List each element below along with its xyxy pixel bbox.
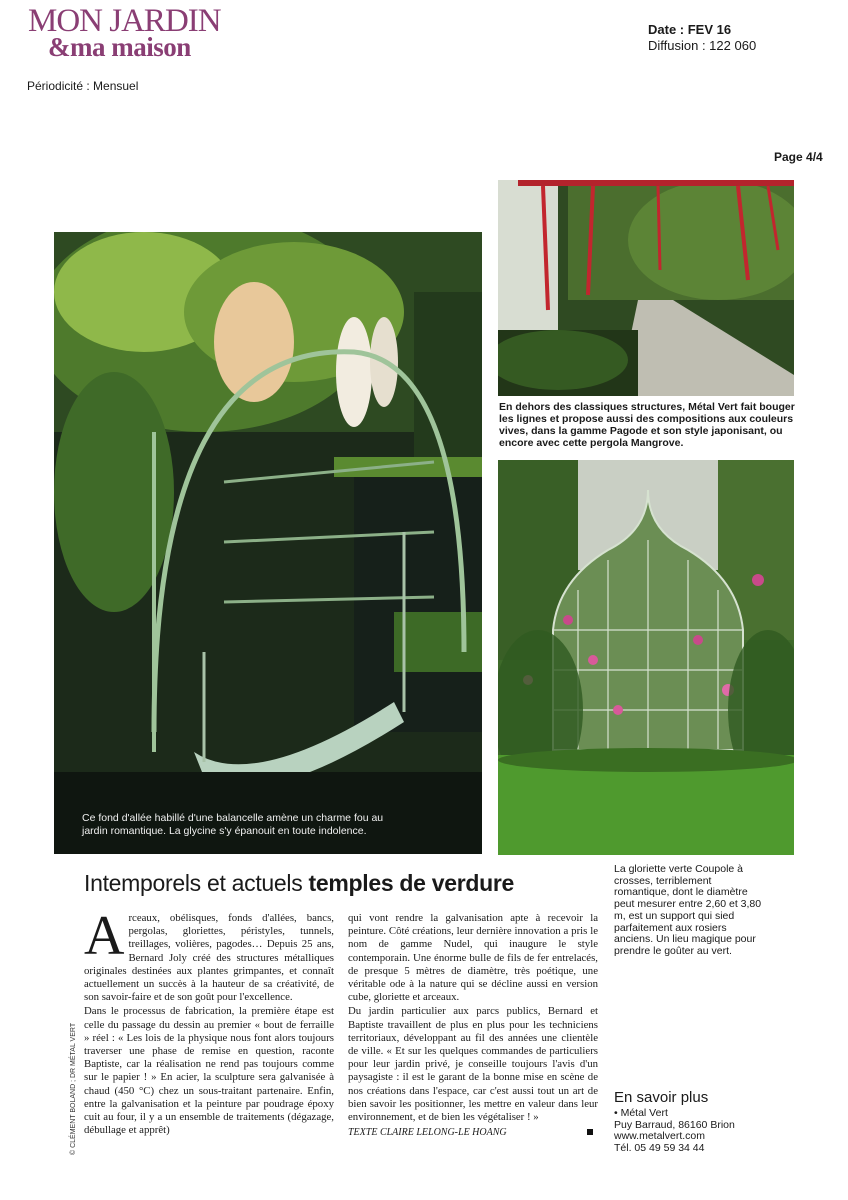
paragraph: rceaux, obélisques, fonds d'allées, bancs, pergolas, gloriettes, péristyles, tunnels, treillages, volières, pagodes… Depuis 25 ans, Bernard Joly créé des structures métalliques originales destinées aux plantes grimpantes, et connaît actuellement un succès à la hauteur de sa créativité, de son savoir-faire et de son goût pour l'excellence. bbox=[84, 912, 334, 1004]
headline-bold: temples de verdure bbox=[308, 870, 515, 896]
photo-green-gazebo bbox=[498, 460, 794, 855]
signature-text: TEXTE CLAIRE LELONG-LE HOANG bbox=[348, 1127, 507, 1139]
article-column-2 bbox=[348, 912, 598, 1139]
paragraph: qui vont rendre la galvanisation apte à recevoir la peinture. Côté créations, leur dernière innovation a pris le nom de gamme Nudel, qui inaugure le style contemporain. Une énorme bulle de fils de fer entrelacés, de presque 5 mètres de diamètre, très poétique, une véritable ode à la nature qui se décline aussi en version cube, gloriette et arceaux. bbox=[348, 912, 598, 1004]
issue-date: Date : FEV 16 bbox=[648, 22, 732, 37]
caption-green-gazebo: La gloriette verte Coupole à crosses, terriblement romantique, dont le diamètre peut mesurer entre 2,60 et 3,80 m, est un support qui sied parfaitement aux rosiers anciens. Un lieu magique pour prendre le goûter au vert. bbox=[614, 863, 762, 957]
more-info-block bbox=[614, 1108, 735, 1154]
more-info-phone: Tél. 05 49 59 34 44 bbox=[614, 1141, 705, 1154]
author-signature bbox=[348, 1126, 598, 1139]
dropcap: A bbox=[84, 905, 125, 967]
caption-red-pergola: En dehors des classiques structures, Métal Vert fait bouger les lignes et propose aussi des compositions aux couleurs vives, dans la gamme Pagode et son style japonisant, ou encore avec cette pergola Mangrove. bbox=[499, 401, 795, 449]
photo-red-pergola bbox=[498, 180, 794, 396]
page-number: Page 4/4 bbox=[774, 150, 823, 164]
more-info-address: Puy Barraud, 86160 Brion bbox=[614, 1118, 735, 1131]
periodicity: Périodicité : Mensuel bbox=[27, 79, 139, 93]
more-info-website: www.metalvert.com bbox=[614, 1130, 706, 1142]
masthead-title: MON JARDIN bbox=[28, 3, 221, 39]
more-info-title: En savoir plus bbox=[614, 1089, 709, 1106]
end-mark bbox=[587, 1129, 593, 1135]
article-headline bbox=[84, 870, 514, 897]
caption-swing-bench: Ce fond d'allée habillé d'une balancelle amène un charme fou au jardin romantique. La glycine s'y épanouit en toute indolence. bbox=[82, 812, 384, 837]
photo-credit: © CLÉMENT BOLAND ; DR MÉTAL VERT bbox=[70, 1022, 77, 1155]
headline-light: Intemporels et actuels bbox=[84, 870, 309, 896]
diffusion-count: Diffusion : 122 060 bbox=[648, 38, 757, 53]
masthead-logo bbox=[28, 4, 238, 62]
more-info-company: • Métal Vert bbox=[614, 1107, 668, 1119]
paragraph: Dans le processus de fabrication, la première étape est celle du passage du dessin au premier « bout de ferraille » réel : « Les lois de la physique nous font alors toujours traverser une phase de remise en question, raconte Baptiste, car la réalisation ne rend pas toujours comme sur le papier ! » En acier, la sculpture sera galvanisée à chaud (450 °C) chez un sous-traitant partenaire. Enfin, entre la galvanisation et la peinture par poudrage époxy cuit au four, il y a un ensemble de traitements (dégazage, débullage et apprêt) bbox=[84, 1005, 334, 1137]
photo-swing-bench bbox=[54, 232, 482, 854]
paragraph: Du jardin particulier aux parcs publics, Bernard et Baptiste travaillent de plus en plus pour les techniciens territoriaux, développant au fil des années une clientèle de ville. « Et sur les quelques commandes de particuliers pour leur jardin privé, je conseille toujours l'avis d'un paysagiste : il est le garant de la bonne mise en scène de nos créations dans l'espace, car c'est aussi tout un art de bien savoir les positionner, les mettre en valeur dans leur environnement, et de bien les végétaliser ! » bbox=[348, 1005, 598, 1124]
masthead-subtitle: &ma maison bbox=[48, 32, 191, 62]
article-column-1 bbox=[84, 905, 334, 1138]
